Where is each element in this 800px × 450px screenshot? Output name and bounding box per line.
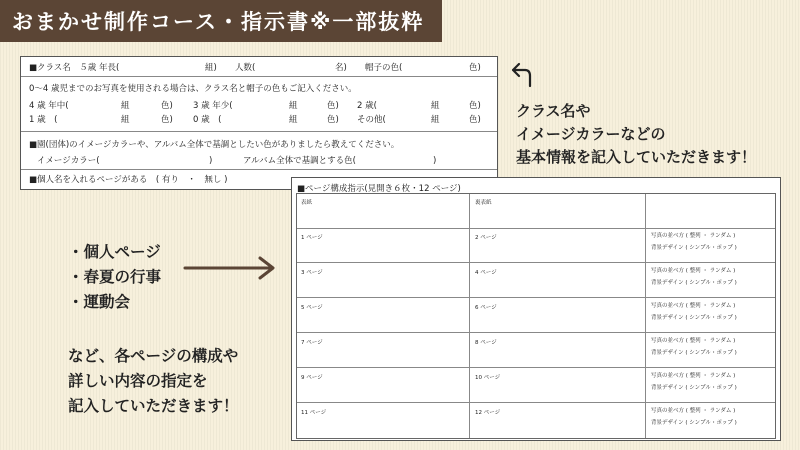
- side-text-line: イメージカラーなどの: [516, 125, 666, 143]
- age2-label: 2 歳(: [357, 101, 377, 111]
- image-color-close: ): [209, 156, 213, 166]
- divider: [297, 402, 775, 403]
- age1-iro: 色): [161, 115, 173, 125]
- base-color-close: ): [433, 156, 437, 166]
- page-label: 12 ページ: [475, 410, 501, 416]
- bottom-text-line: 記入していただきます！: [68, 397, 239, 415]
- layout-option: 写真の並べ方 ( 整列 ・ ランダム ): [651, 303, 736, 309]
- divider: [297, 332, 775, 333]
- page-label: 7 ページ: [301, 340, 323, 346]
- divider: [297, 367, 775, 368]
- page-structure-explanation: [68, 344, 239, 419]
- list-item: ・個人ページ: [68, 243, 161, 261]
- background-option: 背景デザイン ( シンプル・ポップ ): [651, 315, 737, 321]
- divider: [21, 76, 497, 77]
- class-name-label: ■クラス名 ５歳 年長(: [29, 63, 120, 73]
- arrow-right-icon: [180, 253, 280, 283]
- page-label: 1 ページ: [301, 235, 323, 241]
- page-label: 10 ページ: [475, 375, 501, 381]
- class-info-explanation: [516, 100, 796, 169]
- layout-option: 写真の並べ方 ( 整列 ・ ランダム ): [651, 373, 736, 379]
- page-structure-form: [291, 177, 781, 441]
- divider: [297, 262, 775, 263]
- page-label: 8 ページ: [475, 340, 497, 346]
- layout-option: 写真の並べ方 ( 整列 ・ ランダム ): [651, 268, 736, 274]
- back-cover-label: 裏表紙: [475, 200, 492, 206]
- base-color-label: アルバム全体で基調とする色(: [243, 156, 356, 166]
- other-iro: 色): [469, 115, 481, 125]
- divider: [297, 228, 775, 229]
- page-label: 2 ページ: [475, 235, 497, 241]
- list-item: ・春夏の行事: [68, 268, 162, 286]
- layout-option: 写真の並べ方 ( 整列 ・ ランダム ): [651, 233, 736, 239]
- side-text-line: クラス名や: [516, 102, 591, 120]
- page-type-list: [68, 240, 161, 315]
- kumi-label: 組): [205, 63, 217, 73]
- iro-label: 色): [469, 63, 481, 73]
- other-label: その他(: [357, 115, 386, 125]
- page-label: 5 ページ: [301, 305, 323, 311]
- age0-iro: 色): [327, 115, 339, 125]
- page-label: 3 ページ: [301, 270, 323, 276]
- page-label: 9 ページ: [301, 375, 323, 381]
- other-kumi: 組: [431, 115, 440, 125]
- age3-kumi: 組: [289, 101, 298, 111]
- divider: [297, 297, 775, 298]
- page-label: 4 ページ: [475, 270, 497, 276]
- ninzu-label: 人数(: [235, 63, 256, 73]
- cover-label: 表紙: [301, 200, 313, 206]
- bottom-text-line: 詳しい内容の指定を: [68, 372, 208, 390]
- divider: [21, 169, 497, 170]
- page-grid: [296, 193, 776, 439]
- layout-option: 写真の並べ方 ( 整列 ・ ランダム ): [651, 408, 736, 414]
- background-option: 背景デザイン ( シンプル・ポップ ): [651, 350, 737, 356]
- page-label: 6 ページ: [475, 305, 497, 311]
- page-title: おまかせ制作コース・指示書※一部抜粋: [0, 0, 442, 42]
- background-option: 背景デザイン ( シンプル・ポップ ): [651, 420, 737, 426]
- mei-label: 名): [335, 63, 347, 73]
- layout-option: 写真の並べ方 ( 整列 ・ ランダム ): [651, 338, 736, 344]
- age4-label: 4 歳 年中(: [29, 101, 69, 111]
- age2-kumi: 組: [431, 101, 440, 111]
- list-item: ・運動会: [68, 293, 131, 311]
- age0-kumi: 組: [289, 115, 298, 125]
- age0-label: 0 歳 (: [193, 115, 222, 125]
- age3-label: 3 歳 年少(: [193, 101, 233, 111]
- age4-kumi: 組: [121, 101, 130, 111]
- side-text-line: 基本情報を記入していただきます！: [516, 148, 757, 166]
- bottom-text-line: など、各ページの構成や: [68, 347, 239, 365]
- background-option: 背景デザイン ( シンプル・ポップ ): [651, 385, 737, 391]
- age4-iro: 色): [161, 101, 173, 111]
- image-color-question: ■園(団体)のイメージカラーや、アルバム全体で基調としたい色がありましたら教えてください。: [29, 140, 400, 150]
- image-color-label: イメージカラー(: [37, 156, 100, 166]
- age1-label: 1 歳 (: [29, 115, 58, 125]
- class-info-form: [20, 56, 498, 190]
- background-option: 背景デザイン ( シンプル・ポップ ): [651, 245, 737, 251]
- background-option: 背景デザイン ( シンプル・ポップ ): [651, 280, 737, 286]
- age-note: 0～4 歳児までのお写真を使用される場合は、クラス名と帽子の色もご記入ください。: [29, 84, 357, 94]
- form-header: ■ページ構成指示(見開き６枚・12 ページ): [297, 184, 461, 194]
- age3-iro: 色): [327, 101, 339, 111]
- arrow-up-left-icon: [505, 60, 535, 90]
- boushi-label: 帽子の色(: [365, 63, 403, 73]
- divider: [21, 131, 497, 132]
- age2-iro: 色): [469, 101, 481, 111]
- page-label: 11 ページ: [301, 410, 327, 416]
- age1-kumi: 組: [121, 115, 130, 125]
- personal-page-question: ■個人名を入れるページがある ( 有り ・ 無し ): [29, 175, 228, 185]
